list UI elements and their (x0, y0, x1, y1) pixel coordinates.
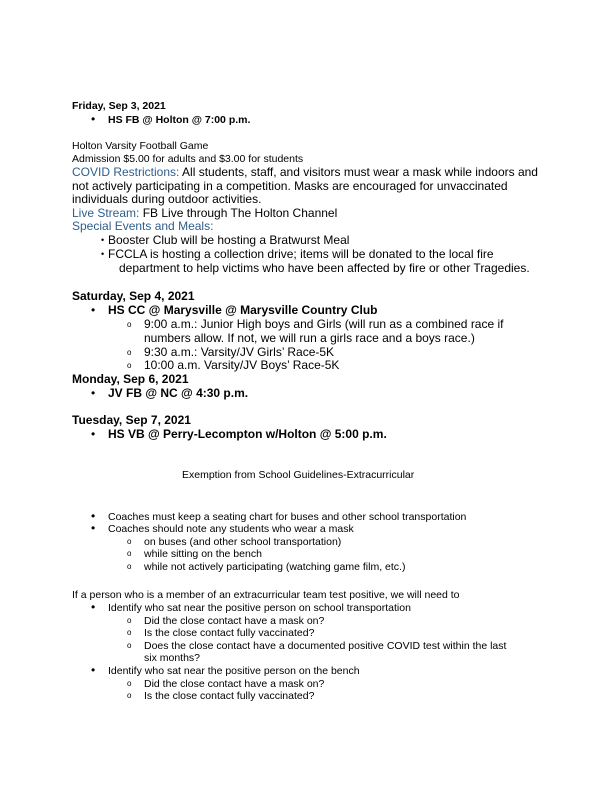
race-3: 10:00 a.m. Varsity/JV Boys’ Race-5K (144, 358, 340, 372)
identify-1-q3a: Does the close contact have a documented positive COVID test within the last (144, 640, 507, 652)
special-events-label: Special Events and Meals: (72, 219, 214, 233)
game-title: Holton Varsity Football Game (72, 140, 209, 152)
exemption-sub-1: on buses (and other school transportation) (144, 536, 342, 548)
bullet: • (91, 303, 96, 317)
covid-line-2: not actively participating in a competition. Masks are encouraged for unvaccinated (72, 179, 508, 193)
bullet: • (91, 600, 96, 614)
tuesday-date: Tuesday, Sep 7, 2021 (72, 413, 191, 427)
exemption-title: Exemption from School Guidelines-Extracurricular (182, 469, 415, 481)
bullet: • (101, 249, 105, 259)
bullet: • (101, 235, 105, 245)
exemption-sub-3: while not actively participating (watching game film, etc.) (144, 561, 406, 573)
friday-event: HS FB @ Holton @ 7:00 p.m. (108, 114, 251, 126)
sub-bullet: o (127, 679, 132, 688)
stream-label: Live Stream: (72, 206, 140, 220)
race-1a: 9:00 a.m.: Junior High boys and Girls (will run as a combined race if (144, 317, 504, 331)
bullet: • (91, 112, 96, 126)
identify-2: Identify who sat near the positive person on the bench (108, 665, 360, 677)
bullet: • (91, 509, 96, 523)
saturday-event: HS CC @ Marysville @ Marysville Country Club (108, 303, 378, 317)
identify-1-q2: Is the close contact fully vaccinated? (144, 627, 315, 639)
sub-bullet: o (127, 361, 132, 370)
sub-bullet: o (127, 691, 132, 700)
identify-1-q1: Did the close contact have a mask on? (144, 615, 325, 627)
exemption-sub-2: while sitting on the bench (144, 548, 262, 560)
sub-bullet: o (127, 616, 132, 625)
sub-bullet: o (127, 628, 132, 637)
stream-text: FB Live through The Holton Channel (139, 206, 338, 220)
sub-bullet: o (127, 562, 132, 571)
bullet: • (91, 521, 96, 535)
identify-1: Identify who sat near the positive person on school transportation (108, 602, 411, 614)
special-item-1: Booster Club will be hosting a Bratwurst Meal (108, 233, 350, 247)
tuesday-event: HS VB @ Perry-Lecompton w/Holton @ 5:00 p.m. (108, 427, 387, 441)
sub-bullet: o (127, 537, 132, 546)
sub-bullet: o (127, 348, 132, 357)
bullet: • (91, 427, 96, 441)
covid-text-1: All students, staff, and visitors must wear a mask while indoors and (179, 165, 538, 179)
special-item-2b: department to help victims who have been affected by fire or other Tragedies. (119, 261, 530, 275)
admission: Admission $5.00 for adults and $3.00 for students (72, 153, 304, 165)
covid-line-3: individuals during outdoor activities. (72, 192, 262, 206)
friday-date: Friday, Sep 3, 2021 (72, 100, 166, 112)
exemption-item-1: Coaches must keep a seating chart for buses and other school transportation (108, 511, 467, 523)
identify-2-q2: Is the close contact fully vaccinated? (144, 690, 315, 702)
monday-date: Monday, Sep 6, 2021 (72, 372, 189, 386)
bullet: • (91, 663, 96, 677)
saturday-date: Saturday, Sep 4, 2021 (72, 289, 195, 303)
special-item-2a: FCCLA is hosting a collection drive; items will be donated to the local fire (108, 247, 494, 261)
race-1b: numbers allow. If not, we will run a girls race and a boys race.) (144, 331, 475, 345)
covid-label: COVID Restrictions: (72, 165, 180, 179)
sub-bullet: o (127, 320, 132, 329)
monday-event: JV FB @ NC @ 4:30 p.m. (108, 386, 249, 400)
covid-line-1 (72, 166, 538, 180)
bullet: • (91, 386, 96, 400)
positive-intro: If a person who is a member of an extracurricular team test positive, we will need to (72, 589, 460, 601)
sub-bullet: o (127, 641, 132, 650)
identify-1-q3b: six months? (144, 652, 201, 664)
exemption-item-2: Coaches should note any students who wear a mask (108, 523, 354, 535)
race-2: 9:30 a.m.: Varsity/JV Girls’ Race-5K (144, 345, 335, 359)
identify-2-q1: Did the close contact have a mask on? (144, 678, 325, 690)
sub-bullet: o (127, 549, 132, 558)
